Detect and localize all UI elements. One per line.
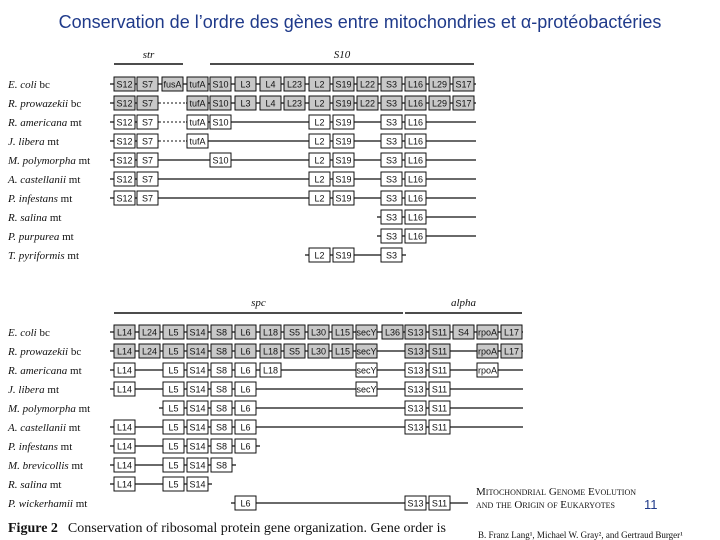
gene-label: L14	[116, 479, 133, 490]
organism-label: P. wickerhamii mt	[8, 498, 88, 510]
organism-label: M. polymorpha mt	[8, 403, 91, 415]
gene-label: secY	[356, 384, 377, 395]
page-number: 11	[644, 497, 658, 512]
gene-label: S7	[141, 155, 154, 166]
gene-label: S11	[431, 365, 448, 376]
gene-label: L4	[265, 79, 276, 90]
book-title-line2: and the Origin of Eukaryotes	[476, 499, 615, 511]
gene-label: L14	[116, 384, 133, 395]
gene-label: L14	[116, 422, 133, 433]
gene-label: S10	[212, 155, 229, 166]
gene-label: L16	[407, 136, 424, 147]
gene-label: S3	[385, 155, 398, 166]
gene-label: L16	[407, 212, 424, 223]
gene-label: S3	[385, 212, 398, 223]
gene-label: L24	[141, 327, 158, 338]
gene-label: L2	[314, 98, 325, 109]
gene-label: L5	[168, 403, 179, 414]
gene-label: S10	[212, 117, 229, 128]
gene-label: fusA	[163, 79, 182, 90]
gene-label: L14	[116, 460, 133, 471]
organism-label: R. americana mt	[8, 365, 82, 377]
gene-label: L36	[384, 327, 401, 338]
gene-label: L29	[431, 98, 448, 109]
gene-label: S14	[189, 441, 206, 452]
operon-label-S10: S10	[333, 49, 351, 61]
gene-label: L2	[314, 250, 325, 261]
caption-text: Conservation of ribosomal protein gene organization. Gene order is	[67, 521, 446, 536]
gene-label: L5	[168, 384, 179, 395]
gene-label: S19	[335, 174, 352, 185]
gene-label: L2	[314, 193, 325, 204]
gene-label: S19	[335, 155, 352, 166]
figure-caption	[8, 521, 468, 537]
operon-label-spc: spc	[251, 297, 266, 309]
gene-label: S13	[407, 365, 424, 376]
gene-label: L5	[168, 327, 179, 338]
gene-label: L17	[503, 346, 520, 357]
gene-label: S11	[431, 498, 448, 509]
gene-label: S3	[385, 250, 398, 261]
gene-label: L2	[314, 155, 325, 166]
organism-label: E. coli bc	[8, 79, 50, 91]
gene-label: S13	[407, 498, 424, 509]
gene-label: tufA	[189, 136, 206, 147]
organism-label: J. libera mt	[8, 136, 60, 148]
organism-label: R. prowazekii bc	[8, 346, 82, 358]
gene-label: S13	[407, 346, 424, 357]
organism-label: R. americana mt	[8, 117, 82, 129]
gene-label: S8	[215, 403, 228, 414]
gene-label: secY	[356, 327, 377, 338]
gene-label: S8	[215, 422, 228, 433]
gene-label: L6	[240, 346, 251, 357]
gene-label: L4	[265, 98, 276, 109]
gene-label: S3	[385, 193, 398, 204]
gene-label: S11	[431, 327, 448, 338]
gene-label: L15	[334, 346, 351, 357]
gene-label: S5	[288, 346, 301, 357]
book-title-line1: Mitochondrial Genome Evolution	[476, 486, 637, 498]
gene-label: S14	[189, 365, 206, 376]
gene-label: S11	[431, 422, 448, 433]
gene-label: S7	[141, 117, 154, 128]
gene-label: L16	[407, 79, 424, 90]
gene-label: L14	[116, 346, 133, 357]
gene-label: L2	[314, 117, 325, 128]
gene-label: L5	[168, 365, 179, 376]
gene-label: L22	[359, 98, 376, 109]
organism-label: P. infestans mt	[8, 441, 73, 453]
gene-label: S12	[116, 79, 133, 90]
book-authors: B. Franz Lang¹, Michael W. Gray², and Gertraud Burger¹	[478, 530, 683, 540]
organism-label: P. infestans mt	[8, 193, 73, 205]
gene-label: S7	[141, 79, 154, 90]
gene-label: S13	[407, 384, 424, 395]
gene-label: L6	[240, 498, 251, 509]
gene-label: L3	[240, 98, 251, 109]
gene-label: S12	[116, 193, 133, 204]
gene-label: L24	[141, 346, 158, 357]
gene-label: L22	[359, 79, 376, 90]
gene-label: L5	[168, 441, 179, 452]
gene-label: L5	[168, 422, 179, 433]
gene-label: S3	[385, 174, 398, 185]
gene-label: tufA	[189, 98, 206, 109]
gene-label: L16	[407, 193, 424, 204]
gene-label: S13	[407, 327, 424, 338]
gene-label: secY	[356, 346, 377, 357]
gene-label: L16	[407, 174, 424, 185]
gene-label: L18	[262, 327, 279, 338]
gene-label: S17	[455, 98, 472, 109]
organism-label: A. castellanii mt	[8, 174, 81, 186]
organism-label: A. castellanii mt	[8, 422, 81, 434]
gene-label: L6	[240, 422, 251, 433]
gene-label: S13	[407, 422, 424, 433]
gene-label: S3	[385, 117, 398, 128]
gene-label: S12	[116, 174, 133, 185]
gene-label: S11	[431, 384, 448, 395]
gene-label: S8	[215, 441, 228, 452]
panel-str-s10	[7, 49, 476, 262]
gene-label: S3	[385, 98, 398, 109]
gene-label: S7	[141, 136, 154, 147]
gene-label: tufA	[189, 79, 206, 90]
gene-label: L30	[310, 327, 327, 338]
gene-label: S19	[335, 79, 352, 90]
gene-label: S10	[212, 79, 229, 90]
gene-label: L2	[314, 174, 325, 185]
gene-label: rpoA	[477, 346, 498, 357]
gene-label: S14	[189, 479, 206, 490]
gene-label: L29	[431, 79, 448, 90]
gene-label: L2	[314, 136, 325, 147]
organism-label: M. polymorpha mt	[8, 155, 91, 167]
gene-label: L23	[286, 79, 303, 90]
gene-label: S11	[431, 346, 448, 357]
gene-label: S4	[457, 327, 470, 338]
gene-label: S14	[189, 384, 206, 395]
organism-label: J. libera mt	[8, 384, 60, 396]
gene-label: L6	[240, 327, 251, 338]
gene-label: S19	[335, 136, 352, 147]
gene-label: S19	[335, 117, 352, 128]
gene-label: S14	[189, 460, 206, 471]
gene-label: S8	[215, 365, 228, 376]
gene-label: S3	[385, 79, 398, 90]
gene-label: S11	[431, 403, 448, 414]
gene-label: L2	[314, 79, 325, 90]
gene-label: secY	[356, 365, 377, 376]
gene-label: S12	[116, 155, 133, 166]
gene-label: L6	[240, 441, 251, 452]
gene-label: S8	[215, 460, 228, 471]
operon-label-str: str	[142, 49, 155, 61]
gene-label: S13	[407, 403, 424, 414]
organism-label: R. salina mt	[8, 212, 62, 224]
organism-label: R. prowazekii bc	[8, 98, 82, 110]
gene-label: L18	[262, 365, 279, 376]
gene-label: L6	[240, 365, 251, 376]
book-credit	[468, 478, 720, 540]
slide-title: Conservation de l’ordre des gènes entre mitochondries et α-protéobactéries	[58, 12, 662, 32]
gene-label: L5	[168, 479, 179, 490]
gene-label: L5	[168, 346, 179, 357]
gene-label: S19	[335, 193, 352, 204]
gene-label: rpoA	[477, 365, 498, 376]
gene-label: L18	[262, 346, 279, 357]
gene-label: S14	[189, 327, 206, 338]
gene-label: S19	[335, 98, 352, 109]
gene-label: S7	[141, 174, 154, 185]
gene-label: S8	[215, 346, 228, 357]
gene-label: S12	[116, 98, 133, 109]
gene-label: L16	[407, 98, 424, 109]
gene-label: S8	[215, 327, 228, 338]
gene-label: L15	[334, 327, 351, 338]
organism-label: E. coli bc	[8, 327, 50, 339]
gene-label: S7	[141, 98, 154, 109]
gene-label: L16	[407, 155, 424, 166]
gene-label: S10	[212, 98, 229, 109]
organism-label: T. pyriformis mt	[8, 250, 80, 262]
gene-label: S14	[189, 403, 206, 414]
gene-label: S17	[455, 79, 472, 90]
gene-label: S3	[385, 231, 398, 242]
gene-label: L14	[116, 441, 133, 452]
gene-label: S7	[141, 193, 154, 204]
operon-label-alpha: alpha	[450, 297, 477, 309]
gene-label: L30	[310, 346, 327, 357]
gene-label: tufA	[189, 117, 206, 128]
gene-label: L6	[240, 403, 251, 414]
gene-label: L14	[116, 327, 133, 338]
gene-label: L14	[116, 365, 133, 376]
gene-label: L23	[286, 98, 303, 109]
gene-label: S5	[288, 327, 301, 338]
gene-label: L5	[168, 460, 179, 471]
gene-label: S14	[189, 422, 206, 433]
gene-label: L17	[503, 327, 520, 338]
gene-label: S3	[385, 136, 398, 147]
gene-label: L16	[407, 117, 424, 128]
organism-label: R. salina mt	[8, 479, 62, 491]
gene-label: L16	[407, 231, 424, 242]
gene-label: S19	[335, 250, 352, 261]
gene-label: L6	[240, 384, 251, 395]
gene-label: S12	[116, 136, 133, 147]
gene-label: S8	[215, 384, 228, 395]
organism-label: M. brevicollis mt	[8, 460, 84, 472]
gene-label: L3	[240, 79, 251, 90]
gene-label: S12	[116, 117, 133, 128]
gene-label: rpoA	[477, 327, 498, 338]
organism-label: P. purpurea mt	[8, 231, 74, 243]
panel-spc-alpha	[7, 297, 523, 510]
caption-label: Figure 2	[8, 521, 58, 536]
gene-label: S14	[189, 346, 206, 357]
